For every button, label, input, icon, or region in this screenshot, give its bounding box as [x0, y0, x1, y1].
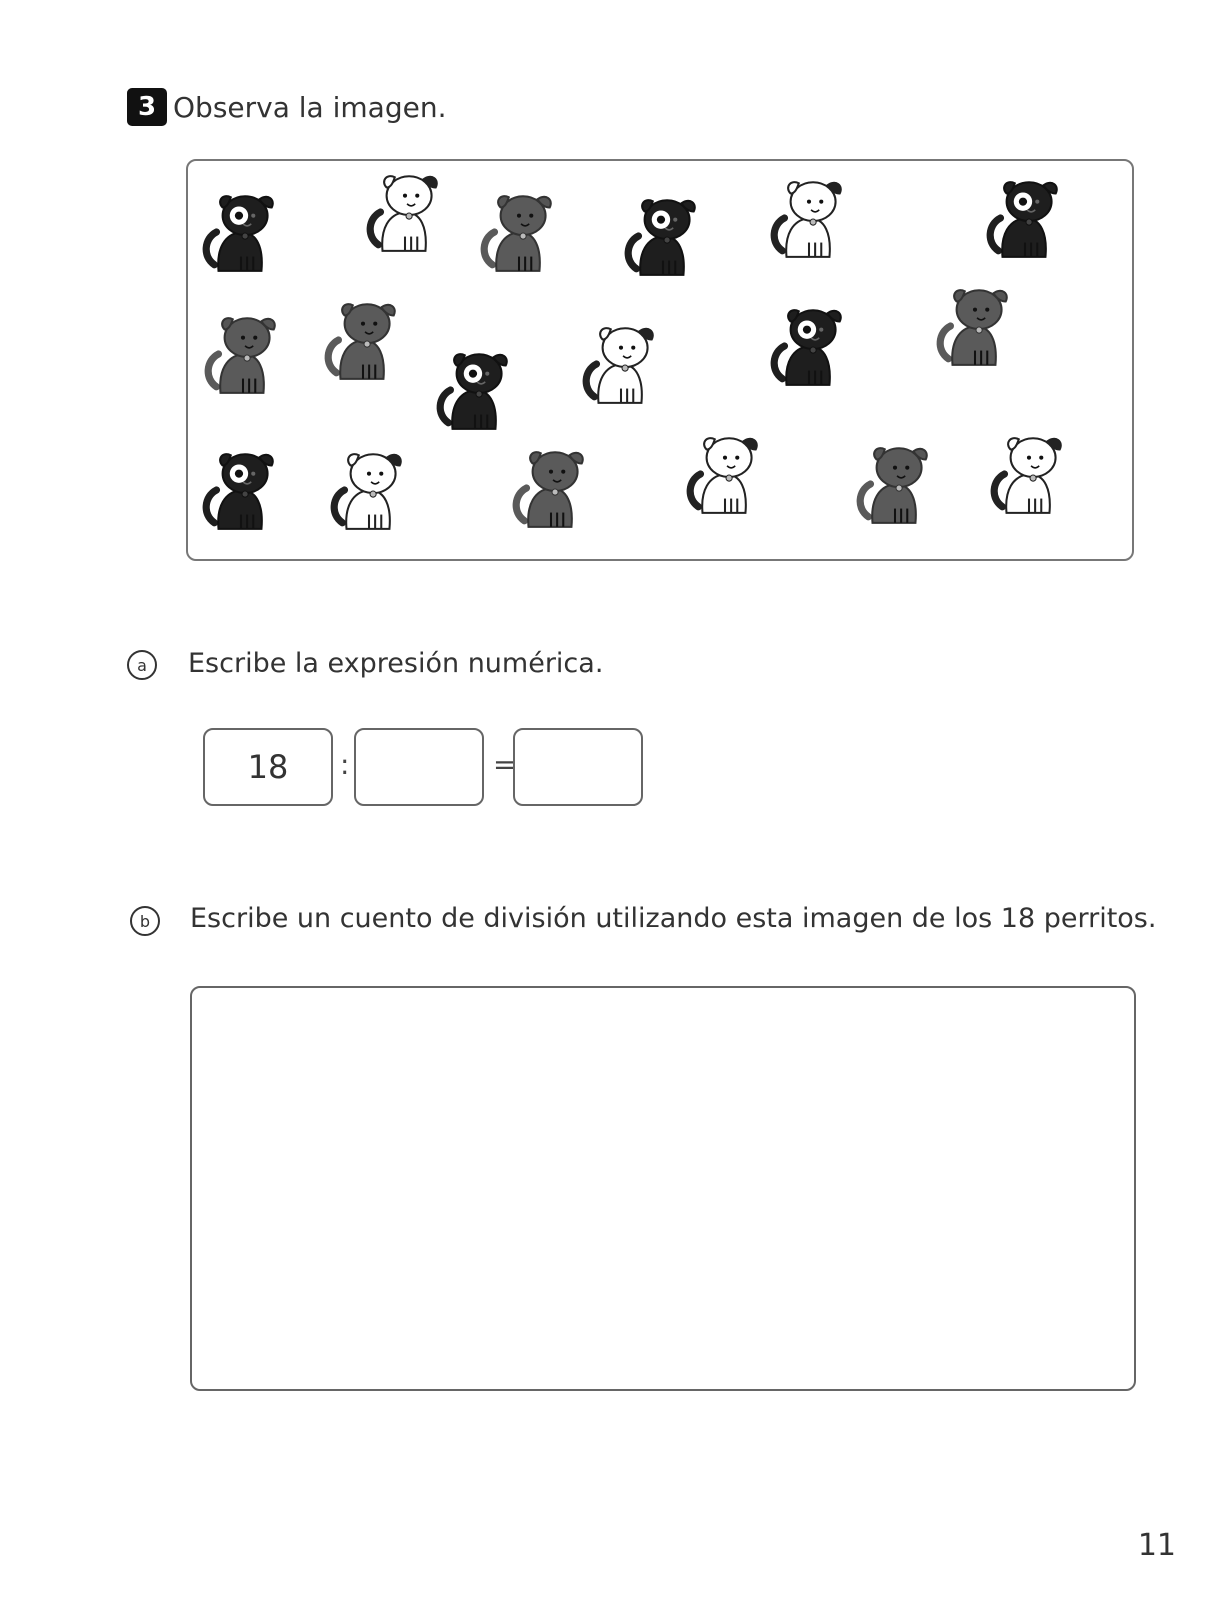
white-dog-icon: [328, 443, 410, 535]
gray-dog-icon: [854, 437, 936, 529]
white-dog-icon: [364, 165, 446, 257]
black-dog-icon: [200, 185, 282, 277]
divide-symbol: :: [340, 748, 350, 781]
white-dog-icon: [580, 317, 662, 409]
gray-dog-icon: [202, 307, 284, 399]
story-answer-box[interactable]: [190, 986, 1136, 1391]
black-dog-icon: [200, 443, 282, 535]
black-dog-icon: [434, 343, 516, 435]
black-dog-icon: [622, 189, 704, 281]
black-dog-icon: [768, 299, 850, 391]
gray-dog-icon: [478, 185, 560, 277]
page-number: 11: [1137, 1528, 1176, 1563]
white-dog-icon: [988, 427, 1070, 519]
gray-dog-icon: [934, 279, 1016, 371]
black-dog-icon: [984, 171, 1066, 263]
part-a-label: a: [127, 650, 157, 680]
gray-dog-icon: [322, 293, 404, 385]
equals-symbol: =: [493, 748, 517, 781]
dividend-box: 18: [203, 728, 333, 806]
exercise-header: [127, 88, 446, 126]
white-dog-icon: [684, 427, 766, 519]
part-a-instruction: Escribe la expresión numérica.: [188, 648, 604, 679]
divisor-input[interactable]: [354, 728, 484, 806]
dogs-picture-frame: [186, 159, 1134, 561]
gray-dog-icon: [510, 441, 592, 533]
exercise-number: 3: [127, 88, 167, 126]
part-b-instruction: Escribe un cuento de división utilizando esta imagen de los 18 perritos.: [190, 903, 1157, 934]
part-b-label: b: [130, 906, 160, 936]
exercise-title: Observa la imagen.: [173, 90, 447, 124]
white-dog-icon: [768, 171, 850, 263]
quotient-input[interactable]: [513, 728, 643, 806]
